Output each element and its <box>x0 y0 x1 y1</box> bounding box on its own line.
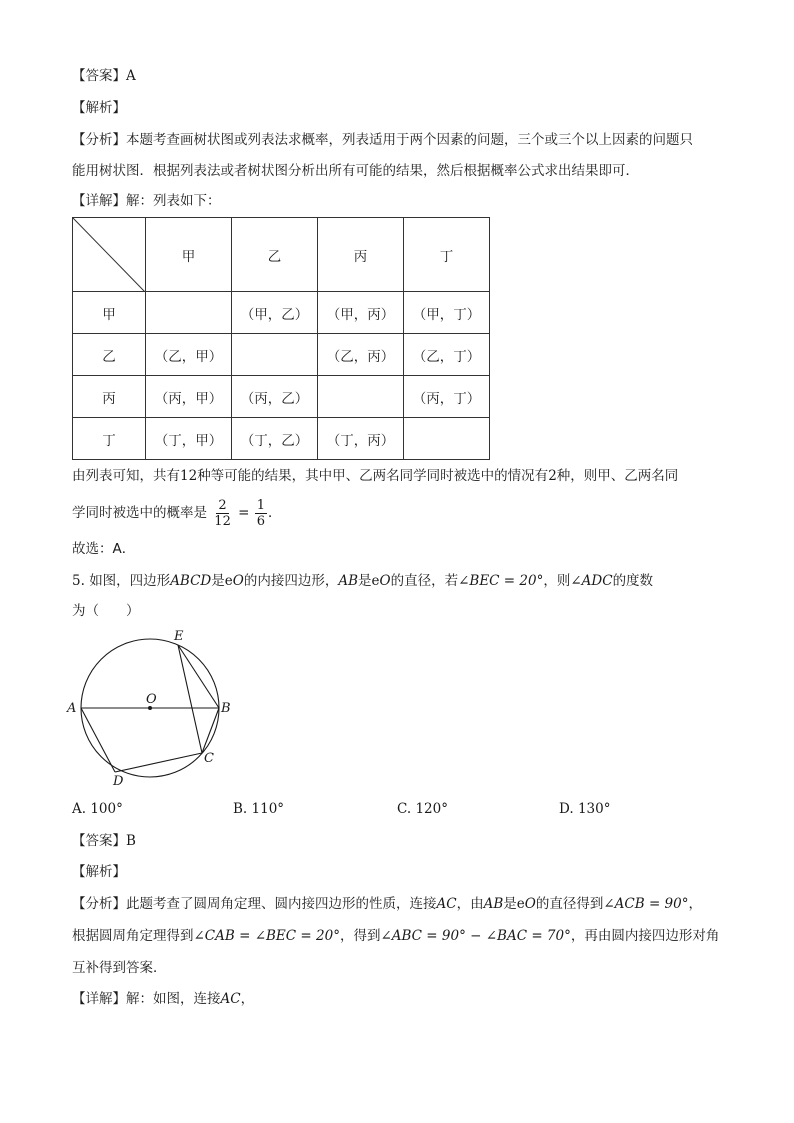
detail-text: 解：如图，连接 <box>126 991 221 1007</box>
math-o: O <box>524 896 536 912</box>
detail-text: 解：列表如下： <box>126 193 221 209</box>
period: ． <box>268 505 282 521</box>
table-cell: （乙，甲） <box>146 334 232 376</box>
table-cell: （甲，丙） <box>318 292 404 334</box>
stem-text: 的内接四边形， <box>243 573 339 589</box>
table-cell: （丁，甲） <box>146 418 232 460</box>
q5-analysis-tag: 【解析】 <box>72 864 126 880</box>
math-angle-abc: ∠ABC = 90° − ∠BAC = 70° <box>380 928 571 944</box>
conclusion-text: 种等可能的结果，其中甲、乙两名同学同时被选中的情况有 <box>197 468 549 484</box>
choice-letter: C. <box>397 801 412 817</box>
fenxi-tag: 【分析】 <box>72 896 126 912</box>
choice-d <box>559 799 610 819</box>
math-o: O <box>379 573 391 589</box>
diagonal-line <box>73 218 145 292</box>
row-header: 丁 <box>73 418 146 460</box>
q5-fenxi-line-1 <box>72 894 702 914</box>
label-c: C <box>204 751 214 766</box>
answer-value: B <box>126 833 136 849</box>
q5-stem-line-2: 为（ ） <box>72 603 140 619</box>
table-cell <box>146 292 232 334</box>
math-angle-acb: ∠ACB = 90° <box>603 896 689 912</box>
q4-detail-line <box>72 191 221 211</box>
table-row <box>73 376 490 418</box>
choice-c <box>397 799 448 819</box>
math-quad: ABCD <box>170 573 212 589</box>
table-cell <box>318 376 404 418</box>
q5-fenxi-line-3: 互补得到答案． <box>72 960 167 976</box>
label-e: E <box>174 629 184 644</box>
segment-ad <box>81 708 115 772</box>
row-header: 乙 <box>73 334 146 376</box>
table-row <box>73 292 490 334</box>
math-angle-cab: ∠CAB = ∠BEC = 20° <box>193 928 340 944</box>
circle-symbol: e <box>224 573 233 589</box>
q4-fenxi-line-1 <box>72 130 693 150</box>
stem-text: 是 <box>211 573 225 589</box>
table-cell: （丙，乙） <box>232 376 318 418</box>
q5-detail-line <box>72 989 254 1009</box>
fenxi-tag: 【分析】 <box>72 132 126 148</box>
choice-value: 120° <box>415 801 448 817</box>
detail-tag: 【详解】 <box>72 193 126 209</box>
circle-symbol: e <box>516 896 525 912</box>
table-cell: （甲，乙） <box>232 292 318 334</box>
fenxi-text: ，由 <box>456 896 484 912</box>
col-header: 乙 <box>232 218 318 292</box>
q4-probability-line <box>72 496 282 530</box>
table-corner-cell <box>73 218 146 292</box>
conclusion-number: 2 <box>548 468 557 484</box>
stem-text: 如图，四边形 <box>89 573 171 589</box>
q4-choose-line: 故选：A． <box>72 541 136 557</box>
fraction-numerator: 1 <box>256 497 266 513</box>
math-ab: AB <box>483 896 504 912</box>
math-ab: AB <box>338 573 359 589</box>
q4-answer-line <box>72 66 136 86</box>
choice-letter: B. <box>233 801 248 817</box>
circle-symbol: e <box>371 573 380 589</box>
stem-text: 的度数 <box>612 573 654 589</box>
fenxi-text: 的直径得到 <box>535 896 604 912</box>
q5-answer-line <box>72 831 136 851</box>
math-ac: AC <box>436 896 457 912</box>
choice-value: 110° <box>251 801 285 817</box>
segment-cb <box>202 708 219 753</box>
detail-tag: 【详解】 <box>72 991 126 1007</box>
table-cell <box>404 418 490 460</box>
table-header-row <box>73 218 490 292</box>
choice-b <box>233 799 284 819</box>
row-header: 甲 <box>73 292 146 334</box>
conclusion-number: 12 <box>180 468 198 484</box>
stem-text: 是 <box>358 573 372 589</box>
label-b: B <box>221 701 231 716</box>
conclusion-text: 由列表可知，共有 <box>72 468 180 484</box>
stem-text: ，则 <box>543 573 571 589</box>
equals-sign: = <box>238 505 250 521</box>
col-header: 甲 <box>146 218 232 292</box>
table-cell: （乙，丁） <box>404 334 490 376</box>
label-o: O <box>146 692 157 707</box>
segment-ec <box>178 645 202 753</box>
choice-value: 100° <box>90 801 123 817</box>
choice-letter: A. <box>72 801 87 817</box>
fenxi-text-1: 本题考查画树状图或列表法求概率，列表适用于两个因素的问题，三个或三个以上因素的问题只 <box>126 132 693 148</box>
q4-analysis-tag: 【解析】 <box>72 100 126 116</box>
table-cell <box>232 334 318 376</box>
label-d: D <box>113 774 124 789</box>
choice-letter: D. <box>559 801 574 817</box>
fenxi-text: ，得到 <box>339 928 381 944</box>
fenxi-text: 是 <box>503 896 517 912</box>
stem-text: 的直径，若 <box>390 573 459 589</box>
answer-value: A <box>126 68 136 84</box>
fenxi-text: 根据圆周角定理得到 <box>72 928 194 944</box>
choice-value: 130° <box>577 801 611 817</box>
math-angle-adc: ∠ADC <box>570 573 613 589</box>
detail-text: ， <box>240 991 255 1007</box>
math-angle-bec: ∠BEC = 20° <box>458 573 544 589</box>
answer-tag: 【答案】 <box>72 68 126 84</box>
fenxi-text: ， <box>688 896 702 912</box>
circle-figure <box>64 626 244 792</box>
math-o: O <box>232 573 244 589</box>
choice-a <box>72 799 123 819</box>
table-row <box>73 334 490 376</box>
probability-table <box>72 217 490 460</box>
conclusion-text: 种，则甲、乙两名同 <box>556 468 679 484</box>
row-header: 丙 <box>73 376 146 418</box>
table-row <box>73 418 490 460</box>
probability-text: 学同时被选中的概率是 <box>72 505 207 521</box>
fraction-numerator: 2 <box>218 497 227 513</box>
table-cell: （丁，乙） <box>232 418 318 460</box>
q4-conclusion-line <box>72 466 678 486</box>
fraction <box>212 498 233 529</box>
table-cell: （甲，丁） <box>404 292 490 334</box>
fraction-denominator: 12 <box>214 513 231 529</box>
fenxi-text: 此题考查了圆周角定理、圆内接四边形的性质，连接 <box>126 896 437 912</box>
question-number: 5. <box>72 573 85 589</box>
answer-tag: 【答案】 <box>72 833 126 849</box>
table-cell: （丙，丁） <box>404 376 490 418</box>
label-a: A <box>67 701 77 716</box>
q5-stem-line-1 <box>72 571 653 591</box>
table-cell: （丙，甲） <box>146 376 232 418</box>
segment-dc <box>115 753 202 772</box>
q5-fenxi-line-2 <box>72 926 719 946</box>
fenxi-text: ，再由圆内接四边形对角 <box>570 928 720 944</box>
segment-eb <box>178 645 219 708</box>
math-ac: AC <box>220 991 241 1007</box>
table-cell: （乙，丙） <box>318 334 404 376</box>
table-cell: （丁，丙） <box>318 418 404 460</box>
col-header: 丙 <box>318 218 404 292</box>
fraction-denominator: 6 <box>256 513 266 529</box>
q4-fenxi-line-2: 能用树状图．根据列表法或者树状图分析出所有可能的结果，然后根据概率公式求出结果即可． <box>72 163 639 179</box>
fraction <box>255 498 267 529</box>
col-header: 丁 <box>404 218 490 292</box>
